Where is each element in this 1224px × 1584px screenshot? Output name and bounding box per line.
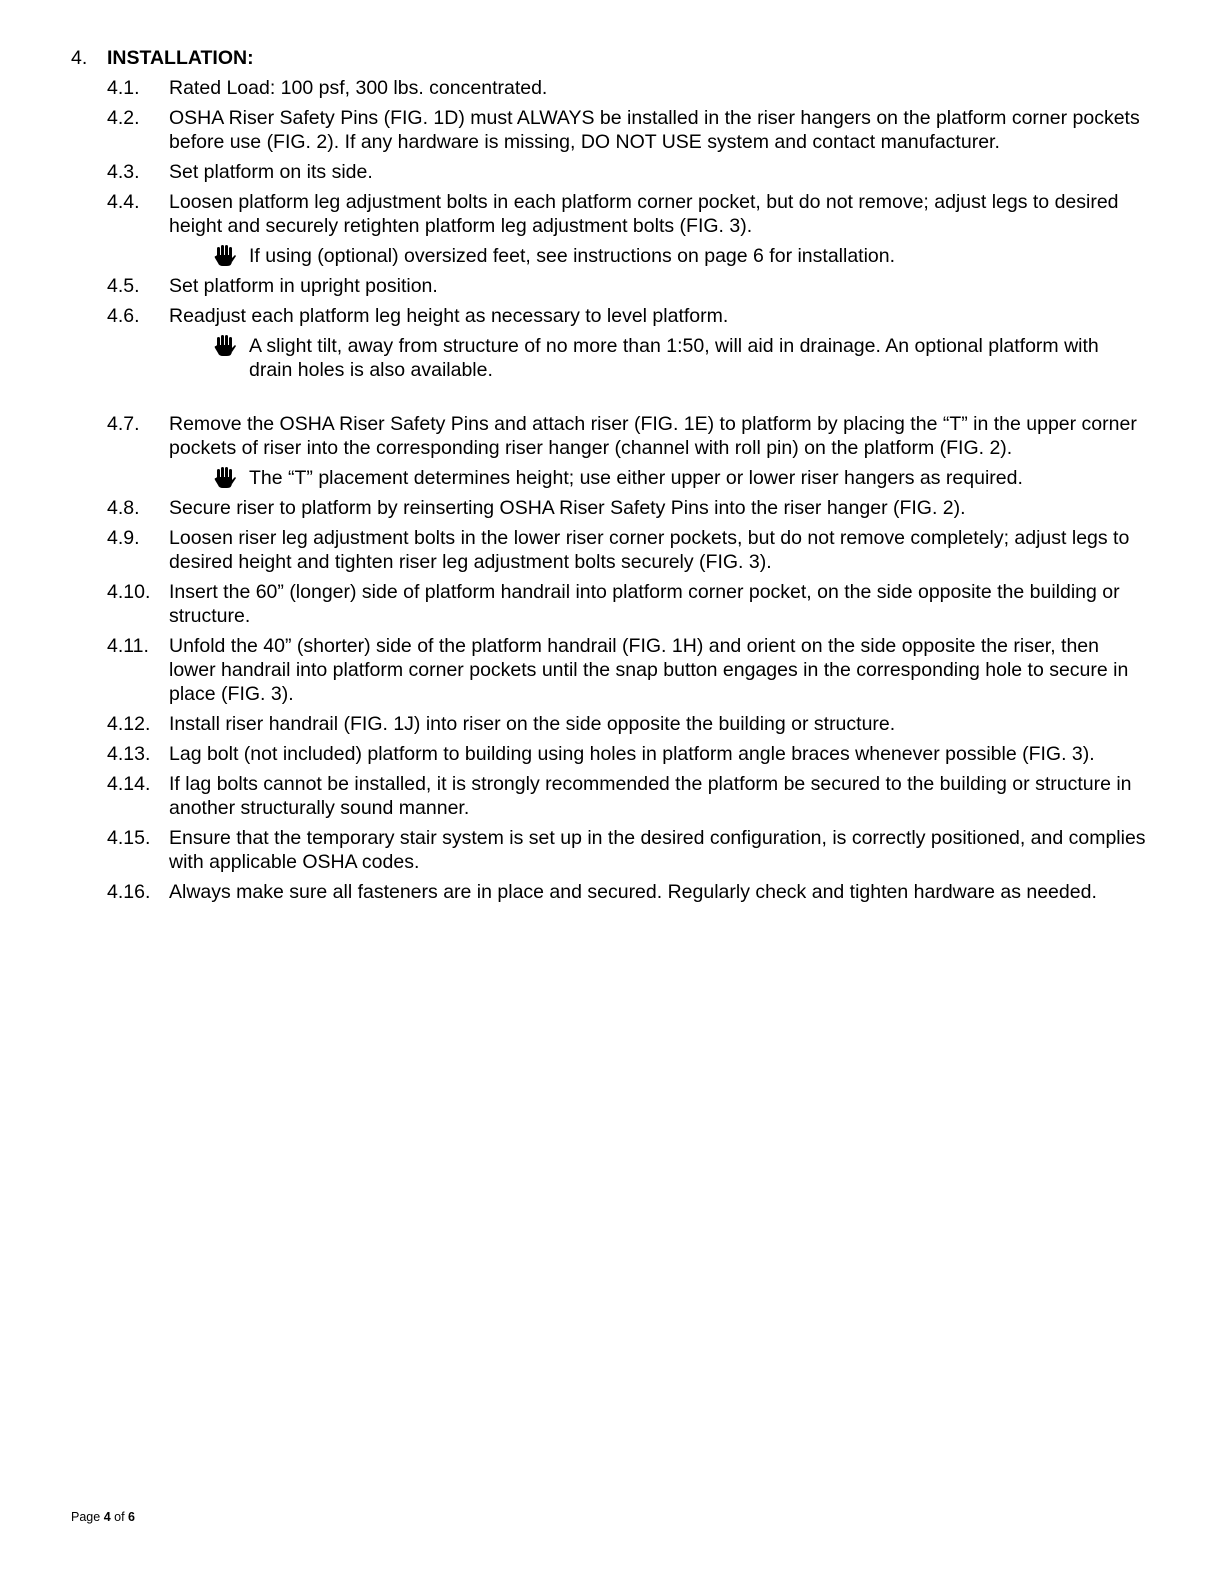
item-number: 4.6. [107, 305, 140, 327]
section-heading [71, 46, 254, 70]
item-number: 4.8. [107, 497, 140, 519]
section-title: INSTALLATION: [107, 47, 254, 69]
list-item [107, 526, 1147, 574]
list-item [107, 826, 1147, 874]
list-item [107, 274, 1147, 298]
item-text: Remove the OSHA Riser Safety Pins and attach riser (FIG. 1E) to platform by placing the “T” in the upper corner pockets of riser into the corresponding riser hanger (channel with roll pin) on the platform (FIG. 2). [169, 413, 1137, 459]
item-text: Loosen riser leg adjustment bolts in the lower riser corner pockets, but do not remove completely; adjust legs to desired height and tighten riser leg adjustment bolts securely (FIG. 3). [169, 527, 1130, 573]
item-number: 4.7. [107, 413, 140, 435]
list-item [107, 742, 1147, 766]
list-item [107, 634, 1147, 706]
item-number: 4.15. [107, 827, 151, 849]
page-footer [71, 1509, 135, 1525]
list-item [107, 712, 1147, 736]
item-text: Lag bolt (not included) platform to building using holes in platform angle braces whenever possible (FIG. 3). [169, 743, 1095, 765]
list-item [107, 496, 1147, 520]
hand-icon [214, 466, 236, 490]
item-number: 4.14. [107, 773, 151, 795]
footer-page-prefix: Page [71, 1510, 101, 1524]
item-number: 4.3. [107, 161, 140, 183]
item-text: Insert the 60” (longer) side of platform handrail into platform corner pocket, on the side opposite the building or structure. [169, 581, 1120, 627]
item-number: 4.9. [107, 527, 140, 549]
note [169, 334, 1147, 382]
note-text: A slight tilt, away from structure of no more than 1:50, will aid in drainage. An optional platform with drain holes is also available. [249, 335, 1099, 381]
item-text: Rated Load: 100 psf, 300 lbs. concentrated. [169, 77, 548, 99]
item-number: 4.16. [107, 881, 151, 903]
item-text: Set platform in upright position. [169, 275, 438, 297]
item-text: Loosen platform leg adjustment bolts in each platform corner pocket, but do not remove; adjust legs to desired height and securely retighten platform leg adjustment bolts (FIG. 3). [169, 191, 1119, 237]
item-text: If lag bolts cannot be installed, it is strongly recommended the platform be secured to the building or structure in another structurally sound manner. [169, 773, 1132, 819]
note [169, 244, 1147, 268]
list-item [107, 160, 1147, 184]
footer-current-page: 4 [103, 1510, 111, 1524]
list-item [107, 106, 1147, 154]
item-text: Unfold the 40” (shorter) side of the platform handrail (FIG. 1H) and orient on the side opposite the riser, then lower handrail into platform corner pockets until the snap button engages in the corresponding hole to secure in place (FIG. 3). [169, 635, 1129, 705]
item-number: 4.1. [107, 77, 140, 99]
item-number: 4.5. [107, 275, 140, 297]
footer-of: of [114, 1510, 125, 1524]
list-item [107, 412, 1147, 490]
list-item [107, 304, 1147, 382]
list-item [107, 190, 1147, 268]
item-number: 4.11. [107, 635, 149, 657]
note-text: If using (optional) oversized feet, see instructions on page 6 for installation. [249, 245, 896, 267]
note [169, 466, 1147, 490]
hand-icon [214, 244, 236, 268]
list-item [107, 880, 1147, 904]
item-text: Ensure that the temporary stair system is set up in the desired configuration, is correctly positioned, and complies with applicable OSHA codes. [169, 827, 1146, 873]
item-text: Readjust each platform leg height as necessary to level platform. [169, 305, 729, 327]
list-item [107, 580, 1147, 628]
section-number: 4. [71, 47, 88, 69]
item-number: 4.12. [107, 713, 151, 735]
item-number: 4.10. [107, 581, 151, 603]
footer-total-pages: 6 [128, 1510, 135, 1524]
instruction-list [107, 76, 1147, 910]
item-text: Secure riser to platform by reinserting OSHA Riser Safety Pins into the riser hanger (FIG. 2). [169, 497, 966, 519]
list-item [107, 772, 1147, 820]
item-text: Install riser handrail (FIG. 1J) into riser on the side opposite the building or structure. [169, 713, 896, 735]
item-number: 4.2. [107, 107, 140, 129]
hand-icon [214, 334, 236, 358]
item-number: 4.13. [107, 743, 151, 765]
list-item [107, 76, 1147, 100]
item-text: Always make sure all fasteners are in place and secured. Regularly check and tighten hardware as needed. [169, 881, 1097, 903]
item-number: 4.4. [107, 191, 140, 213]
item-text: Set platform on its side. [169, 161, 373, 183]
item-text: OSHA Riser Safety Pins (FIG. 1D) must ALWAYS be installed in the riser hangers on the platform corner pockets before use (FIG. 2). If any hardware is missing, DO NOT USE system and contact manufacturer. [169, 107, 1140, 153]
note-text: The “T” placement determines height; use either upper or lower riser hangers as required. [249, 467, 1023, 489]
